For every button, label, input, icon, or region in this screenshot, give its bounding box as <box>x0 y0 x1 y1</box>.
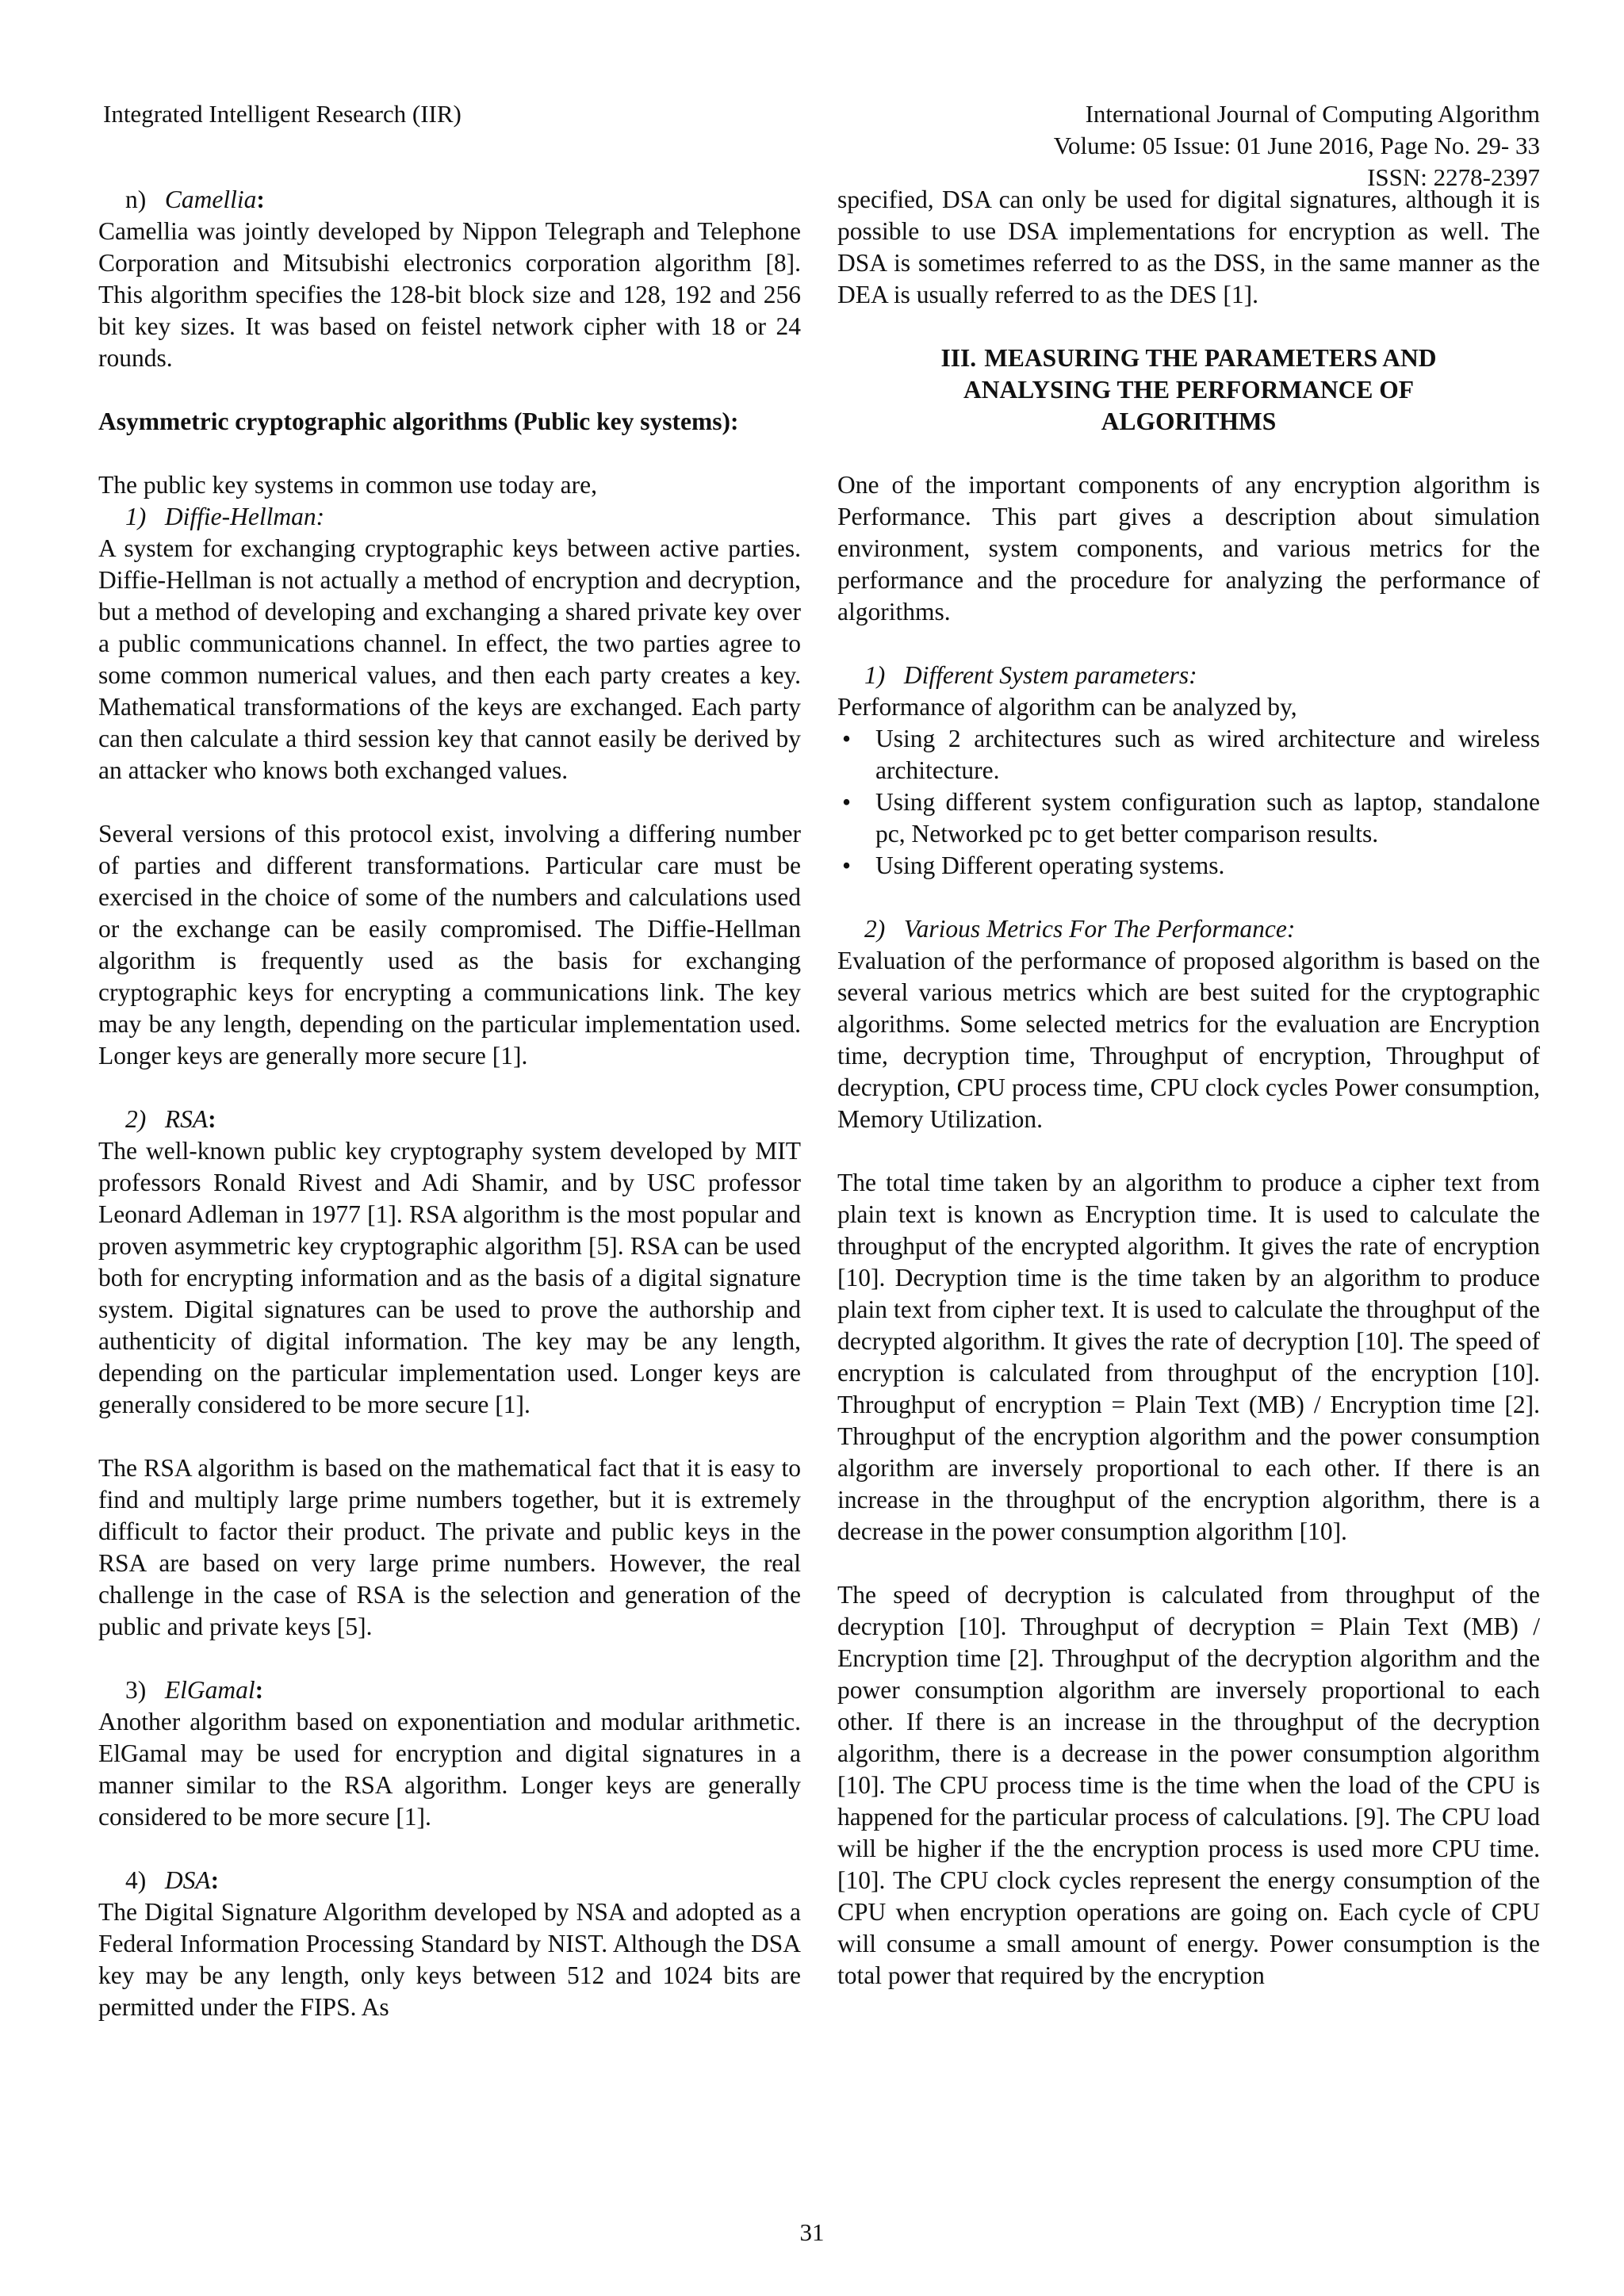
paragraph-elgamal: Another algorithm based on exponentiation and modular arithmetic. ElGamal may be used for encryption and digital signatures in a manner similar to the RSA algorithm. Longer keys are generally considered to be more secure [1]. <box>98 1708 801 1831</box>
subsection-heading-elgamal: 3) ElGamal: <box>125 1676 264 1704</box>
paragraph-camellia: Camellia was jointly developed by Nippon Telegraph and Telephone Corporation and Mitsubishi electronics corporation algorithm [8]. This algorithm specifies the 128-bit block size and 128, 192 and 256 bit key sizes. It was based on feistel network cipher with 18 or 24 rounds. <box>98 217 801 372</box>
subsection-heading-camellia: n) Camellia: <box>125 186 265 213</box>
journal-title: International Journal of Computing Algorithm <box>1085 100 1540 128</box>
section-heading-asymmetric: Asymmetric cryptographic algorithms (Public key systems): <box>98 408 739 435</box>
paragraph-dsa: The Digital Signature Algorithm developed by NSA and adopted as a Federal Information Processing Standard by NIST. Although the DSA key may be any length, only keys between 512 and 1024 bits are permitted under the FIPS. As <box>98 1898 801 2021</box>
paragraph-intro: One of the important components of any encryption algorithm is Performance. This part gives a description about simulation environment, system components, and various metrics for the performance and the procedure for analyzing the performance of algorithms. <box>837 471 1540 626</box>
running-header-left: Integrated Intelligent Research (IIR) <box>103 100 462 128</box>
paragraph-dsa-continued: specified, DSA can only be used for digital signatures, although it is possible to use DSA implementations for encryption as well. The DSA is sometimes referred to as the DSS, in the same manner as the DEA is usually referred to as the DES [1]. <box>837 186 1540 308</box>
subsection-heading-dh: 1) Diffie-Hellman: <box>125 503 325 530</box>
list-item: • Using different system configuration such as laptop, standalone pc, Networked pc to get better comparison results. <box>837 786 1540 850</box>
subsection-heading-rsa: 2) RSA: <box>125 1105 216 1133</box>
paragraph-decryption: The speed of decryption is calculated from throughput of the decryption [10]. Throughput of decryption = Plain Text (MB) / Encryption time [2]. Throughput of the decryption algorithm and the power consumption algorithm are inversely proportional to each other. If there is an increase in the throughput of the decryption algorithm, there is a decrease in the power consumption algorithm [10]. The CPU process time is the time when the load of the CPU is happened for the particular process of calculations. [9]. The CPU load will be higher if the the encryption process is used more CPU time. [10]. The CPU clock cycles represent the energy consumption of the CPU when encryption operations are going on. Each cycle of CPU will consume a small amount of energy. Power consumption is the total power that required by the encryption <box>837 1581 1540 1989</box>
running-header-right <box>1054 98 1540 193</box>
subsection-heading-system-params: 1) Different System parameters: <box>864 661 1197 689</box>
paragraph-sys-intro: Performance of algorithm can be analyzed by, <box>837 693 1297 721</box>
section-heading-iii: III. MEASURING THE PARAMETERS AND ANALYSING THE PERFORMANCE OF ALGORITHMS <box>940 344 1437 435</box>
paragraph-metrics: Evaluation of the performance of proposed algorithm is based on the several various metrics which are best suited for the cryptographic algorithms. Some selected metrics for the evaluation are Encryption time, decryption time, Throughput of encryption, Throughput of decryption, CPU process time, CPU clock cycles Power consumption, Memory Utilization. <box>837 947 1540 1133</box>
journal-volume: Volume: 05 Issue: 01 June 2016, Page No. 29- 33 <box>1053 132 1540 159</box>
left-column <box>98 184 801 2023</box>
bullet-list <box>837 723 1540 882</box>
list-item: • Using 2 architectures such as wired architecture and wireless architecture. <box>837 723 1540 786</box>
page-number: 31 <box>799 2218 825 2246</box>
paragraph-encryption-time: The total time taken by an algorithm to produce a cipher text from plain text is known as Encryption time. It is used to calculate the throughput of the encrypted algorithm. It gives the rate of encryption [10]. Decryption time is the time taken by an algorithm to produce plain text from cipher text. It is used to calculate the throughput of the decrypted algorithm. It gives the rate of decryption [10]. The speed of encryption is calculated from throughput of the encryption [10]. Throughput of encryption = Plain Text (MB) / Encryption time [2]. Throughput of the encryption algorithm and the power consumption algorithm are inversely proportional to each other. If there is an increase in the throughput of the encryption algorithm, there is a decrease in the power consumption algorithm [10]. <box>837 1169 1540 1545</box>
right-column <box>837 184 1540 1992</box>
subsection-heading-dsa: 4) DSA: <box>125 1866 220 1894</box>
paragraph-asym-intro: The public key systems in common use today are, <box>98 471 597 499</box>
journal-issn: ISSN: 2278-2397 <box>1367 163 1540 191</box>
paragraph-rsa-1: The well-known public key cryptography system developed by MIT professors Ronald Rivest and Adi Shamir, and by USC professor Leonard Adleman in 1977 [1]. RSA algorithm is the most popular and proven asymmetric key cryptographic algorithm [5]. RSA can be used both for encrypting information and as the basis of a digital signature system. Digital signatures can be used to prove the authorship and authenticity of digital information. The key may be any length, depending on the particular implementation used. Longer keys are generally considered to be more secure [1]. <box>98 1137 801 1418</box>
paragraph-dh-2: Several versions of this protocol exist, involving a differing number of parties and different transformations. Particular care must be exercised in the choice of some of the numbers and calculations used or the exchange can be easily compromised. The Diffie-Hellman algorithm is frequently used as the basis for exchanging cryptographic keys for encrypting a communications link. The key may be any length, depending on the particular implementation used. Longer keys are generally more secure [1]. <box>98 820 801 1070</box>
paragraph-dh-1: A system for exchanging cryptographic keys between active parties. Diffie-Hellman is not actually a method of encryption and decryption, but a method of developing and exchanging a shared private key over a public communications channel. In effect, the two parties agree to some common numerical values, and then each party creates a key. Mathematical transformations of the keys are exchanged. Each party can then calculate a third session key that cannot easily be derived by an attacker who knows both exchanged values. <box>98 534 801 784</box>
list-item: • Using Different operating systems. <box>837 850 1540 882</box>
paragraph-rsa-2: The RSA algorithm is based on the mathematical fact that it is easy to find and multiply large prime numbers together, but it is extremely difficult to factor their product. The private and public keys in the RSA are based on very large prime numbers. However, the real challenge in the case of RSA is the selection and generation of the public and private keys [5]. <box>98 1454 801 1640</box>
subsection-heading-metrics: 2) Various Metrics For The Performance: <box>864 915 1296 943</box>
